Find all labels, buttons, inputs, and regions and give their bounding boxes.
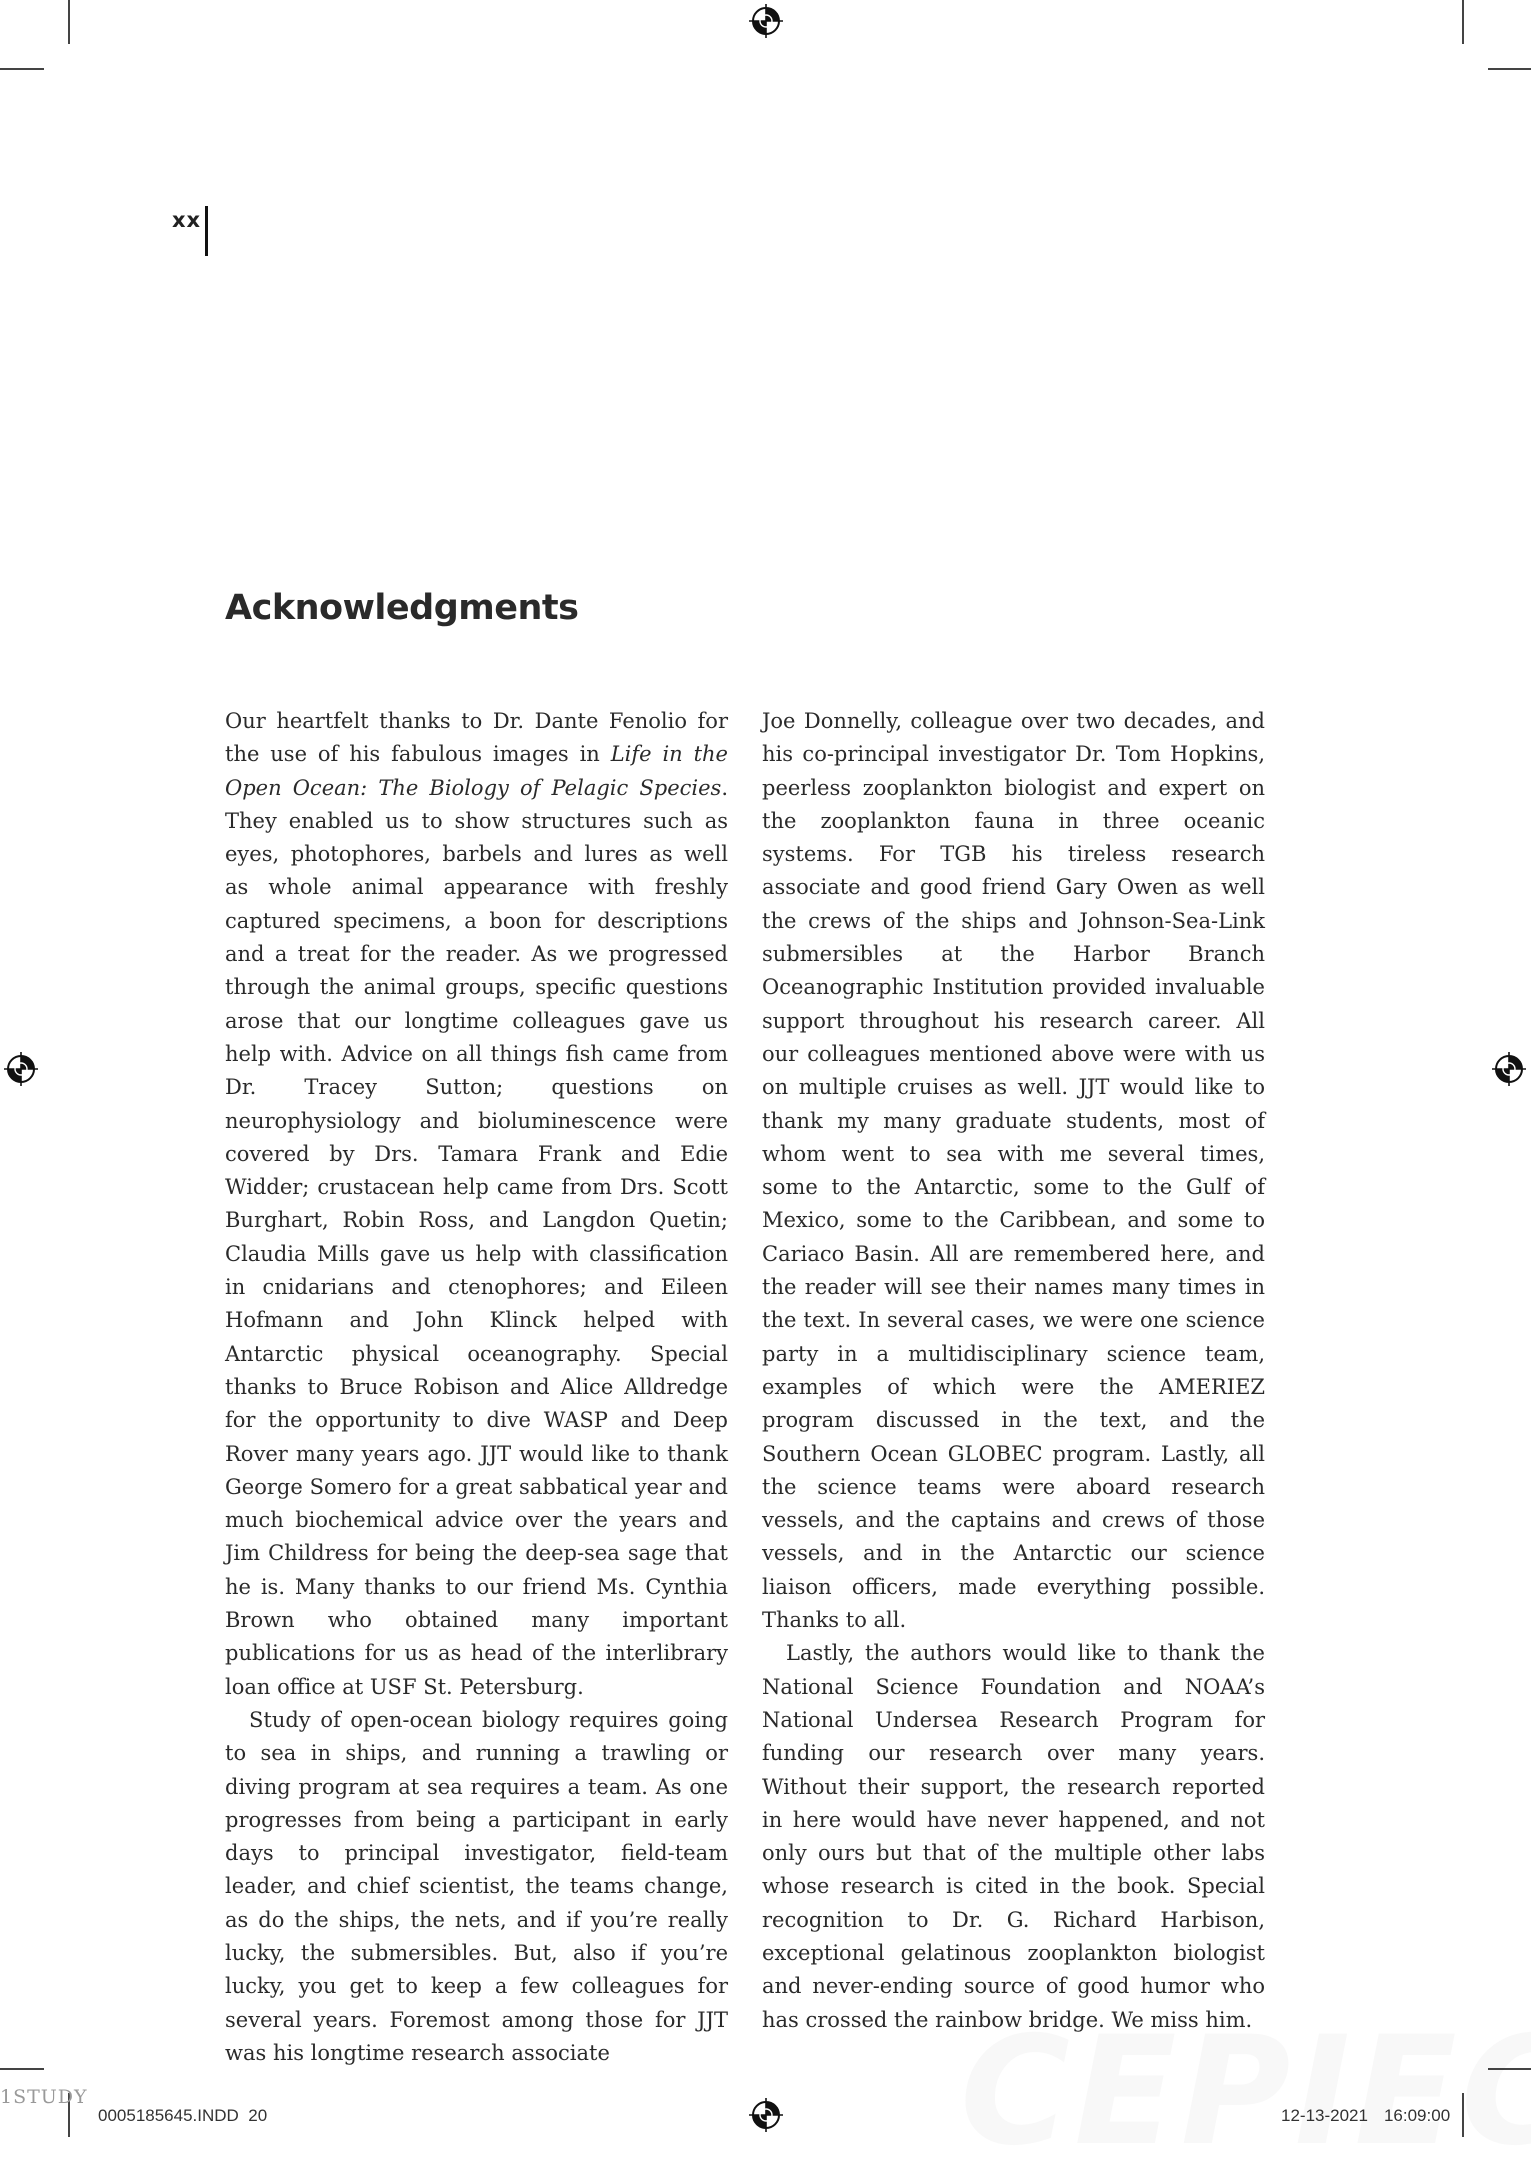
registration-mark-icon <box>1492 1052 1526 1086</box>
crop-mark-top-right <box>1462 0 1464 44</box>
text-run: Our heartfelt thanks to Dr. Dante Fenolio for the use of his fabulous images in <box>225 709 728 767</box>
paragraph: Joe Donnelly, colleague over two decades, and his co-principal investigator Dr. Tom Hopkins, peerless zooplankton biologist and expert on the zooplankton fauna in three oceanic systems. For TGB his tireless research associate and good friend Gary Owen as well the crews of the ships and Johnson-Sea-Link submersibles at the Harbor Branch Oceanographic Institution provided invaluable support throughout his research career. All our colleagues mentioned above were with us on multiple cruises as well. JJT would like to thank my many graduate students, most of whom went to sea with me several times, some to the Antarctic, some to the Gulf of Mexico, some to the Caribbean, and some to Cariaco Basin. All are remembered here, and the reader will see their names many times in the text. In several cases, we were one science party in a multidisciplinary science team, examples of which were the AMERIEZ program discussed in the text, and the Southern Ocean GLOBEC program. Lastly, all the science teams were aboard research vessels, and the captains and crews of those vessels, and in the Antarctic our science liaison officers, made everything possible. Thanks to all. <box>762 709 1265 1633</box>
crop-mark-top-left <box>68 0 70 44</box>
paragraph: Study of open-ocean biology requires going to sea in ships, and running a trawling or diving program at sea requires a team. As one progresses from being a participant in early days to principal investigator, field-team leader, and chief scientist, the teams change, as do the ships, the nets, and if you’re really lucky, the submersibles. But, also if you’re lucky, you get to keep a few colleagues for several years. Foremost among those for JJT was his longtime research associate <box>225 1707 728 2065</box>
registration-mark-icon <box>749 2098 783 2132</box>
registration-mark-icon <box>4 1052 38 1086</box>
page-number: xx <box>172 208 202 232</box>
slug-date: 12-13-2021 <box>1281 2106 1368 2125</box>
slug-filename: 0005185645.INDD 20 <box>98 2106 268 2125</box>
proof-stamp: 1STUDY <box>0 2086 88 2108</box>
slug-time: 16:09:00 <box>1383 2106 1451 2125</box>
text-column-left <box>225 705 728 2070</box>
paragraph <box>225 705 728 1704</box>
crop-mark-bottom-left-h <box>0 2068 44 2070</box>
paragraph: Lastly, the authors would like to thank the National Science Foundation and NOAA’s National Undersea Research Program for funding our research over many years. Without their support, the research reported in here would have never happened, and not only ours but that of the multiple other labs whose research is cited in the book. Special recognition to Dr. G. Richard Harbison, exceptional gelatinous zooplankton biologist and never-ending source of good humor who has crossed the rainbow bridge. We miss him. <box>762 1641 1265 2032</box>
crop-mark-top-right-h <box>1488 68 1531 70</box>
book-title: Life in the Open Ocean: The Biology of Pelagic Species <box>225 742 728 800</box>
registration-mark-icon <box>749 4 783 38</box>
crop-mark-top-left-h <box>0 68 44 70</box>
text-column-right <box>762 705 1265 2037</box>
text-run: . They enabled us to show structures such as eyes, photophores, barbels and lures as well as whole animal appearance with freshly captured specimens, a boon for descriptions and a treat for the reader. As we progressed through the animal groups, specific questions arose that our longtime colleagues gave us help with. Advice on all things fish came from Dr. Tracey Sutton; questions on neurophysiology and bioluminescence were covered by Drs. Tamara Frank and Edie Widder; crustacean help came from Drs. Scott Burghart, Robin Ross, and Langdon Quetin; Claudia Mills gave us help with classification in cnidarians and ctenophores; and Eileen Hofmann and John Klinck helped with Antarctic physical oceanography. Special thanks to Bruce Robison and Alice Alldredge for the opportunity to dive WASP and Deep Rover many years ago. JJT would like to thank George Somero for a great sabbatical year and much biochemical advice over the years and Jim Childress for being the deep-sea sage that he is. Many thanks to our friend Ms. Cynthia Brown who obtained many important publications for us as head of the interlibrary loan office at USF St. Petersburg. <box>225 775 728 1699</box>
folio-rule <box>205 206 208 256</box>
section-title: Acknowledgments <box>225 588 579 628</box>
watermark <box>960 2005 1531 2179</box>
